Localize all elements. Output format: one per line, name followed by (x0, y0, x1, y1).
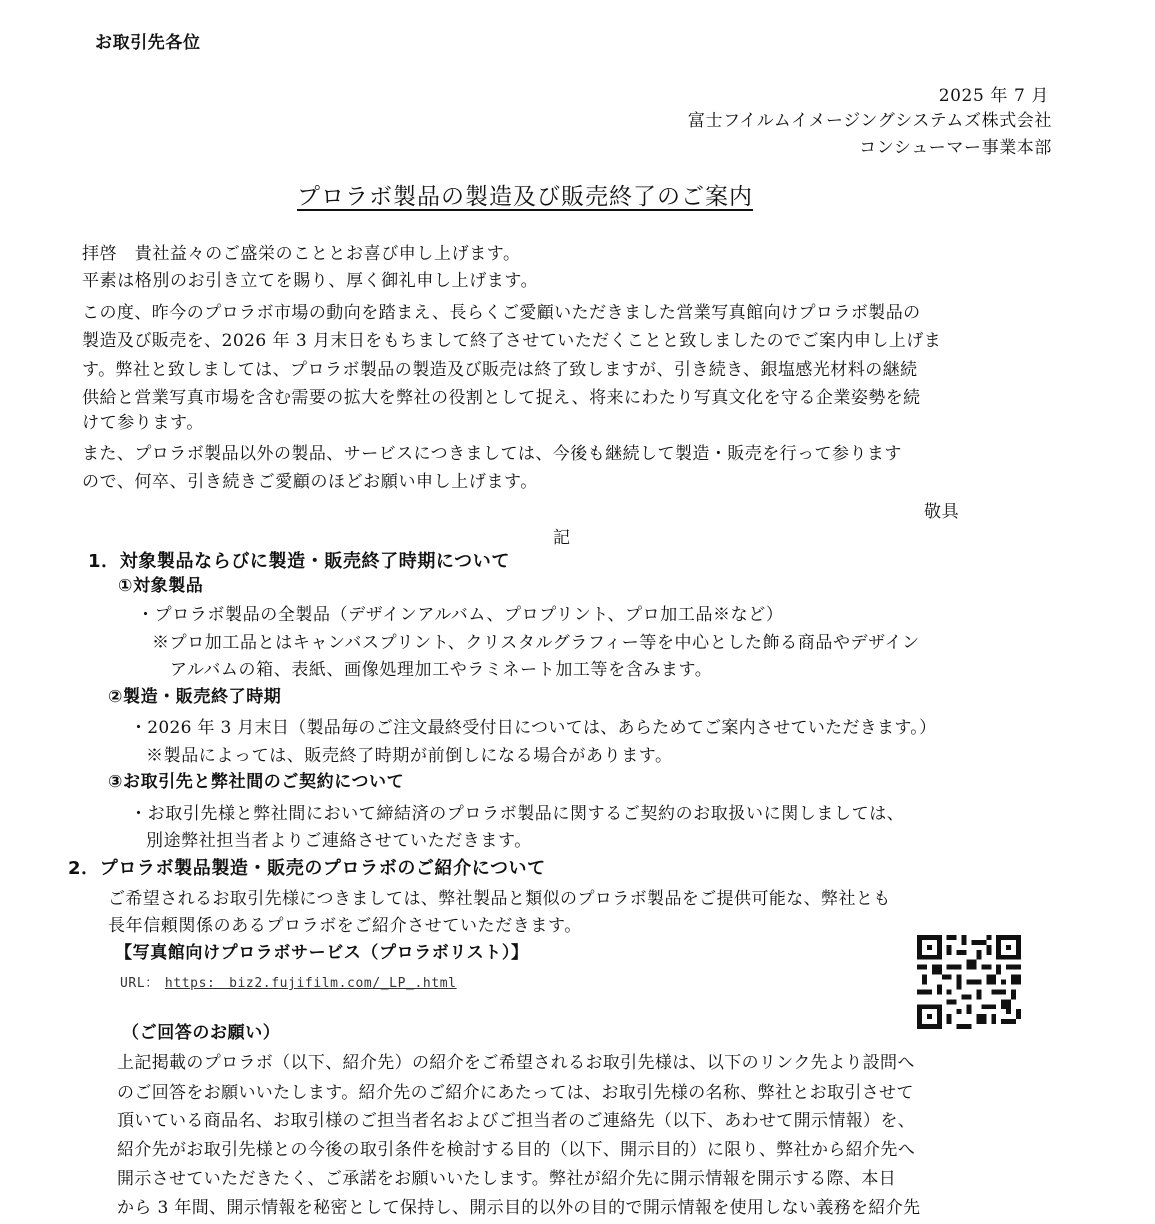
section-2-paragraph: ご希望されるお取引先様につきましては、弊社製品と類似のプロラボ製品をご提供可能な、弊社とも (108, 889, 891, 909)
body-line: 拝啓 貴社益々のご盛栄のこととお喜び申し上げます。 (82, 244, 521, 264)
body-line: ので、何卒、引き続きご愛顧のほどお願い申し上げます。 (82, 472, 538, 492)
section-1-sub-1: ①対象製品 (118, 576, 204, 596)
page-title: プロラボ製品の製造及び販売終了のご案内 (297, 184, 753, 210)
body-line: す。弊社と致しましては、プロラボ製品の製造及び販売は終了致しますが、引き続き、銀塩感光材料の継続 (82, 360, 918, 380)
url-row (120, 974, 457, 991)
section-2-heading: 2．プロラボ製品製造・販売のプロラボのご紹介について (68, 858, 546, 879)
company-name: 富士フイルムイメージングシステムズ株式会社 (687, 111, 1052, 131)
request-line: のご回答をお願いいたします。紹介先のご紹介にあたっては、お取引先様の名称、弊社とお取引させて (117, 1083, 914, 1103)
document-date: 2025 年 7 月 (938, 86, 1049, 106)
section-1-sub-3-item: ・お取引先様と弊社間において締結済のプロラボ製品に関するご契約のお取扱いに関しましては、 (130, 804, 905, 824)
section-2-paragraph: 長年信頼関係のあるプロラボをご紹介させていただきます。 (108, 916, 582, 936)
body-line: 平素は格別のお引き立てを賜り、厚く御礼申し上げます。 (82, 271, 539, 291)
addressee: お取引先各位 (95, 33, 201, 53)
qr-code-icon[interactable] (917, 935, 1021, 1029)
request-line: 頂いている商品名、お取引様のご担当者名およびご担当者のご連絡先（以下、あわせて開示情報）を、 (117, 1111, 916, 1131)
section-1-sub-3: ③お取引先と弊社間のご契約について (108, 772, 405, 792)
section-1-sub-1-note: アルバムの箱、表紙、画像処理加工やラミネート加工等を含みます。 (170, 660, 713, 680)
department-name: コンシューマー事業本部 (859, 138, 1052, 158)
request-line: 上記掲載のプロラボ（以下、紹介先）の紹介をご希望されるお取引先様は、以下のリンク先より設問へ (117, 1053, 915, 1073)
closing-word: 敬具 (924, 502, 960, 522)
ki-marker: 記 (553, 528, 571, 548)
request-line: 紹介先がお取引先様との今後の取引条件を検討する目的（以下、開示目的）に限り、弊社から紹介先へ (117, 1140, 916, 1160)
url-label: URL： (120, 976, 159, 991)
body-line: 供給と営業写真市場を含む需要の拡大を弊社の役割として捉え、将来にわたり写真文化を守る企業姿勢を続 (82, 388, 921, 408)
request-line: 開示させていただきたく、ご承諾をお願いいたします。弊社が紹介先に開示情報を開示する際、本日 (117, 1169, 897, 1189)
section-1-sub-1-note: ※プロ加工品とはキャンバスプリント、クリスタルグラフィー等を中心とした飾る商品やデザイン (152, 633, 920, 653)
section-1-sub-2-note: ※製品によっては、販売終了時期が前倒しになる場合があります。 (146, 746, 673, 766)
request-line: から 3 年間、開示情報を秘密として保持し、開示目的以外の目的で開示情報を使用しない義務を紹介先 (117, 1198, 921, 1218)
section-1-sub-2: ②製造・販売終了時期 (108, 687, 282, 707)
body-line: けて参ります。 (82, 413, 204, 433)
body-line: 製造及び販売を、2026 年 3 月末日をもちまして終了させていただくことと致しましたのでご案内申し上げま (82, 331, 942, 351)
request-heading: （ご回答のお願い） (122, 1023, 281, 1043)
service-label: 【写真館向けプロラボサービス（プロラボリスト）】 (115, 943, 529, 963)
body-line: また、プロラボ製品以外の製品、サービスにつきましては、今後も継続して製造・販売を行って参ります (82, 444, 902, 464)
prolab-list-link[interactable]: https: biz2.fujifilm.com/_LP_.html (164, 976, 457, 991)
section-1-sub-2-item: ・2026 年 3 月末日（製品毎のご注文最終受付日については、あらためてご案内させていただきます。） (130, 718, 937, 738)
section-1-heading: 1．対象製品ならびに製造・販売終了時期について (88, 551, 510, 572)
section-1-sub-3-item: 別途弊社担当者よりご連絡させていただきます。 (146, 831, 532, 851)
section-1-sub-1-item: ・プロラボ製品の全製品（デザインアルバム、プロプリント、プロ加工品※など） (137, 605, 784, 625)
body-line: この度、昨今のプロラボ市場の動向を踏まえ、長らくご愛顧いただきました営業写真館向けプロラボ製品の (82, 303, 921, 323)
